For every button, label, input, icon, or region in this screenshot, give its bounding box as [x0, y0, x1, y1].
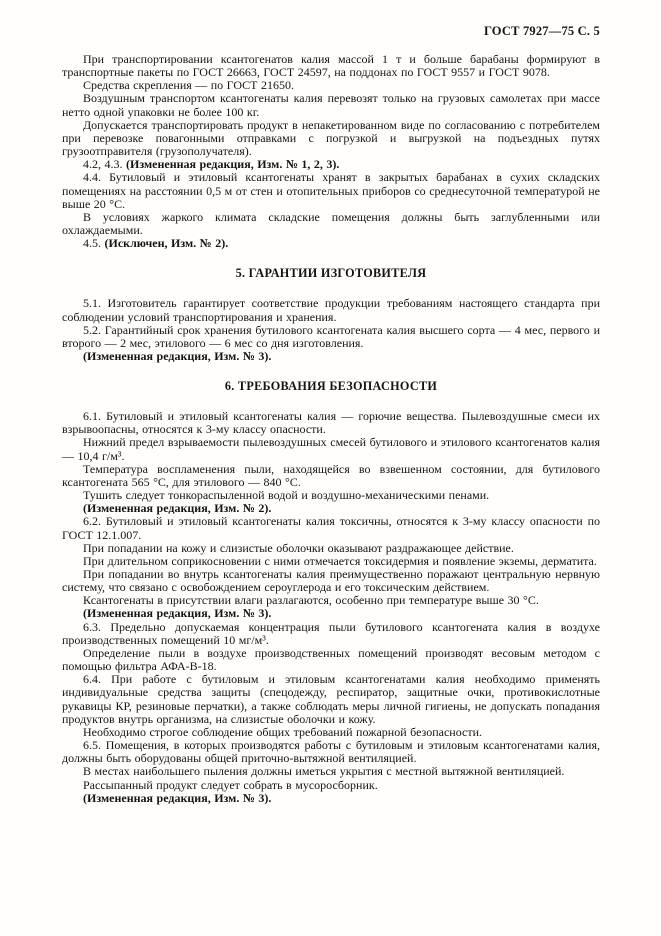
page-header: ГОСТ 7927—75 С. 5 — [483, 24, 600, 38]
text-run: 6.5. Помещения, в которых производятся работы с бутиловым и этиловым ксантогенатами калия, должны быть оборудованы общей приточно-вытяжной вентиляцией. — [62, 738, 600, 766]
paragraph — [62, 119, 600, 158]
text-run: 6.4. При работе с бутиловым и этиловым ксантогенатами калия необходимо применять индивидуальные средства защиты (спецодежду, респиратор, защитные очки, противокислотные рукавицы КР, резиновые перчатки), а также соблюдать меры личной гигиены, не допускать попадания продуктов внутрь организма, на слизистые оболочки и кожу. — [62, 672, 600, 726]
paragraph — [62, 171, 600, 210]
text-run: В условиях жаркого климата складские помещения должны быть заглубленными или охлаждаемыми. — [62, 209, 600, 238]
paragraph — [62, 515, 600, 541]
text-run: 4.5. — [83, 236, 105, 251]
text-run: Допускается транспортировать продукт в непакетированном виде по согласованию с потребителем при перевозке повагонными отправками с погрузкой и выгрузкой на подъездных путях грузоотправителя (грузополучателя). — [62, 117, 600, 159]
paragraph — [62, 673, 600, 726]
text-run: Тушить следует тонкораспыленной водой и воздушно-механическими пенами. — [83, 488, 490, 503]
text-run: 4.4. Бутиловый и этиловый ксантогенаты хранят в закрытых барабанах в сухих складских помещениях на расстоянии 0,5 м от стен и отопительных приборов со среднесуточной температурой не выше 20 °С. — [62, 170, 600, 211]
paragraph — [62, 350, 600, 363]
section-heading: 5. ГАРАНТИИ ИЗГОТОВИТЕЛЯ — [235, 266, 427, 281]
text-run: При транспортировании ксантогенатов калия массой 1 т и больше барабаны формируют в транспортные пакеты по ГОСТ 26663, ГОСТ 24597, на поддонах по ГОСТ 9557 и ГОСТ 9078. — [62, 52, 600, 80]
paragraph — [62, 324, 600, 350]
paragraph — [62, 211, 600, 237]
section-heading: 6. ТРЕБОВАНИЯ БЕЗОПАСНОСТИ — [224, 379, 438, 394]
text-run: Определение пыли в воздухе производственных помещений производят весовым методом с помощью фильтра АФА-В-18. — [62, 645, 600, 674]
paragraph — [62, 237, 600, 250]
text-run: 6.2. Бутиловый и этиловый ксантогенаты калия токсичны, относятся к 3-му классу опасности по ГОСТ 12.1.007. — [62, 514, 600, 542]
text-run: При попадании во внутрь ксантогенаты калия преимущественно поражают центральную нервную систему, что связано с освобождением сероуглерода и его токсическим действием. — [62, 567, 600, 595]
paragraph — [62, 647, 600, 673]
paragraph — [62, 621, 600, 647]
text-run: Необходимо строгое соблюдение общих требований пожарной безопасности. — [83, 724, 482, 739]
paragraph — [62, 53, 600, 79]
bold-text-run: (Измененная редакция, Изм. № 3). — [83, 348, 272, 363]
document-body — [62, 53, 600, 805]
bold-text-run: (Исключен, Изм. № 2). — [104, 236, 229, 251]
paragraph — [62, 297, 600, 323]
bold-text-run: (Измененная редакция, Изм. № 2). — [83, 501, 272, 516]
paragraph — [62, 739, 600, 765]
text-run: 6.3. Предельно допускаемая концентрация пыли бутилового ксантогената калия в воздухе производственных помещений 10 мг/м³. — [62, 619, 600, 647]
text-run: 5.2. Гарантийный срок хранения бутилового ксантогената калия высшего сорта — 4 мес, первого и второго — 2 мес, этилового — 6 мес со дня изготовления. — [62, 322, 600, 350]
text-run: При попадании на кожу и слизистые оболочки оказывают раздражающее действие. — [83, 540, 514, 555]
text-run: Воздушным транспортом ксантогенаты калия перевозят только на грузовых самолетах при массе нетто одной упаковки не более 100 кг. — [62, 91, 600, 119]
paragraph — [62, 792, 600, 805]
paragraph — [62, 463, 600, 489]
text-run: При длительном соприкосновении с ними отмечается токсидермия и появление экземы, дерматита. — [83, 553, 597, 568]
text-run: Температура воспламенения пыли, находящейся во взвешенном состоянии, для бутилового ксантогената 565 °С, для этилового — 840 °С. — [62, 461, 600, 489]
text-run: В местах наибольшего пыления должны иметься укрытия с местной вытяжной вентиляцией. — [83, 764, 565, 779]
bold-text-run: (Измененная редакция, Изм. № 1, 2, 3). — [126, 157, 340, 172]
text-run: Средства скрепления — по ГОСТ 21650. — [83, 78, 294, 93]
bold-text-run: (Измененная редакция, Изм. № 3). — [83, 790, 272, 805]
text-run: 6.1. Бутиловый и этиловый ксантогенаты калия — горючие вещества. Пылевоздушные смеси их взрывоопасны, относятся к 3-му классу опасности. — [62, 409, 600, 437]
paragraph — [62, 92, 600, 118]
paragraph — [62, 568, 600, 594]
text-run: 4.2, 4.3. — [83, 157, 126, 172]
paragraph — [62, 436, 600, 462]
text-run: Нижний предел взрываемости пылевоздушных смесей бутилового и этилового ксантогенатов калия — 10,4 г/м³. — [62, 435, 600, 463]
bold-text-run: (Измененная редакция, Изм. № 3). — [83, 606, 272, 621]
paragraph — [62, 410, 600, 436]
text-run: Ксантогенаты в присутствии влаги разлагаются, особенно при температуре выше 30 °С. — [83, 593, 539, 608]
text-run: Рассыпанный продукт следует собрать в мусоросборник. — [83, 777, 378, 792]
text-run: 5.1. Изготовитель гарантирует соответствие продукции требованиям настоящего стандарта при соблюдении условий транспортирования и хранения. — [62, 296, 600, 324]
